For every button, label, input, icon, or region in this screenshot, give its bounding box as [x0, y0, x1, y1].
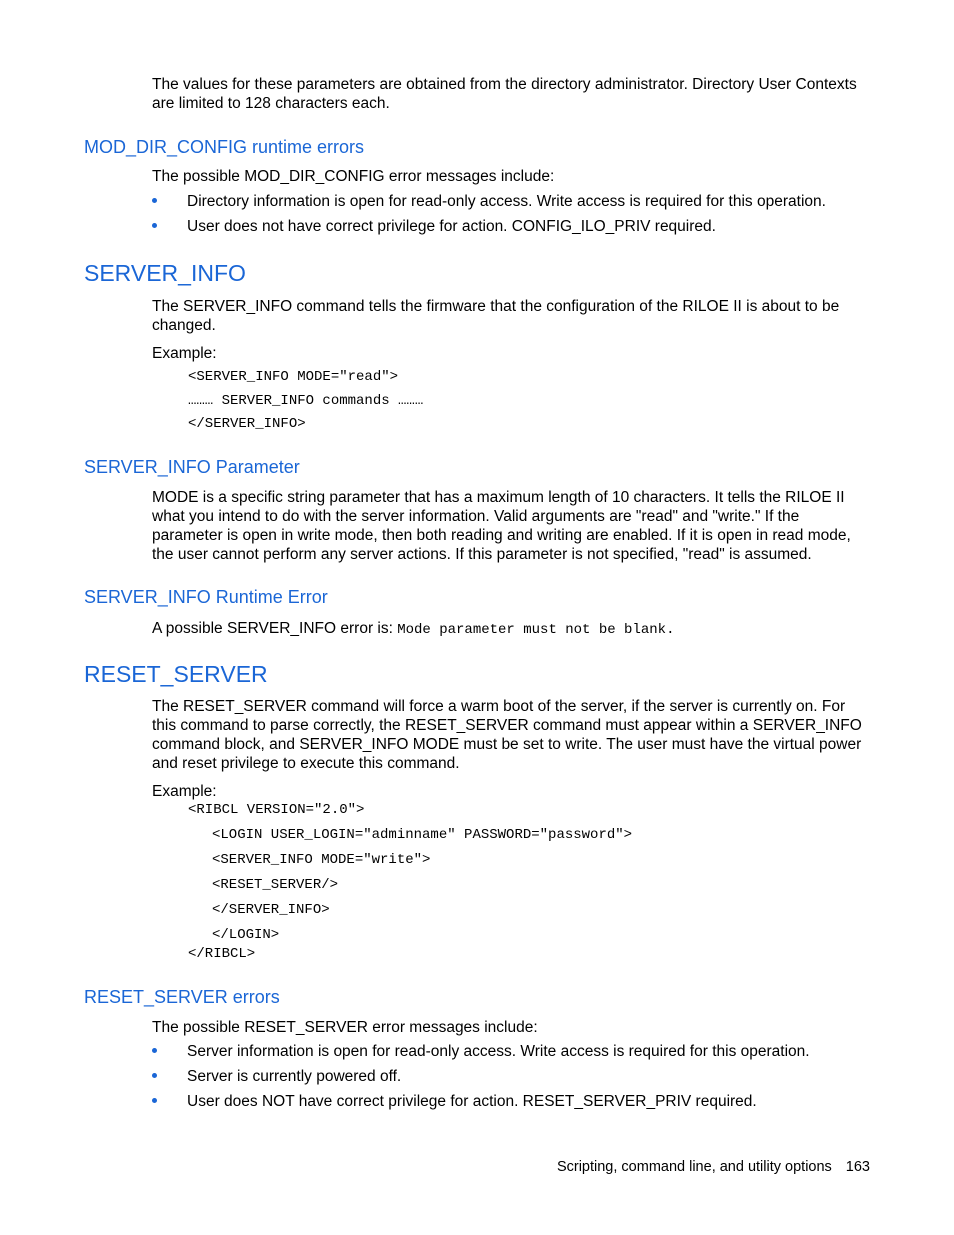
page-footer	[557, 1158, 870, 1176]
list-item-text: Server information is open for read-only access. Write access is required for this operation.	[187, 1043, 810, 1060]
mod-dir-errors-lead: The possible MOD_DIR_CONFIG error messages include:	[152, 168, 555, 185]
code-line: ……… SERVER_INFO commands ………	[188, 393, 424, 409]
code-line: </LOGIN>	[212, 927, 280, 943]
code-line: </SERVER_INFO>	[212, 902, 330, 918]
heading-mod-dir-config-errors: MOD_DIR_CONFIG runtime errors	[84, 137, 365, 157]
heading-reset-server-errors: RESET_SERVER errors	[84, 987, 280, 1007]
server-info-error-text	[152, 619, 872, 640]
code-line: </SERVER_INFO>	[188, 416, 306, 432]
bullet-icon	[152, 1073, 157, 1078]
server-info-example-label: Example:	[152, 345, 217, 362]
code-line: <RIBCL VERSION="2.0">	[188, 802, 365, 818]
heading-server-info: SERVER_INFO	[84, 260, 246, 286]
server-info-description: The SERVER_INFO command tells the firmware that the configuration of the RILOE II is about to be changed.	[152, 298, 840, 334]
bullet-icon	[152, 1048, 157, 1053]
heading-server-info-parameter: SERVER_INFO Parameter	[84, 457, 300, 477]
bullet-icon	[152, 223, 157, 228]
code-line: <LOGIN USER_LOGIN="adminname" PASSWORD="password">	[212, 827, 633, 843]
list-item-text: User does not have correct privilege for action. CONFIG_ILO_PRIV required.	[187, 218, 716, 235]
page-number: 163	[845, 1159, 870, 1175]
code-line: <RESET_SERVER/>	[212, 877, 339, 893]
list-item-text: Directory information is open for read-only access. Write access is required for this operation.	[187, 193, 826, 210]
heading-reset-server: RESET_SERVER	[84, 661, 268, 687]
list-item-text: User does NOT have correct privilege for action. RESET_SERVER_PRIV required.	[187, 1093, 757, 1110]
server-info-error-lead: A possible SERVER_INFO error is:	[152, 620, 398, 637]
code-line: <SERVER_INFO MODE="read">	[188, 369, 399, 385]
bullet-icon	[152, 1098, 157, 1103]
list-item-text: Server is currently powered off.	[187, 1068, 402, 1085]
server-info-parameter-text: MODE is a specific string parameter that has a maximum length of 10 characters. It tells the RILOE II what you intend to do with the server information. Valid arguments are "read" and "write." If the parameter is open in write mode, then both reading and writing are enabled. If it is open in read mode, the user cannot perform any server actions. If this parameter is not specified, "read" is assumed.	[152, 489, 851, 563]
reset-server-description: The RESET_SERVER command will force a warm boot of the server, if the server is currently on. For this command to parse correctly, the RESET_SERVER command must appear within a SERVER_INFO command block, and SERVER_INFO MODE must be set to write. The user must have the virtual power and reset privilege to execute this command.	[152, 698, 862, 772]
code-line: </RIBCL>	[188, 946, 256, 962]
heading-server-info-runtime-error: SERVER_INFO Runtime Error	[84, 587, 328, 607]
footer-section-title: Scripting, command line, and utility options	[556, 1159, 832, 1175]
server-info-error-code: Mode parameter must not be blank.	[397, 622, 675, 638]
intro-paragraph: The values for these parameters are obtained from the directory administrator. Directory User Contexts are limited to 128 characters each.	[152, 76, 857, 112]
code-line: <SERVER_INFO MODE="write">	[212, 852, 431, 868]
bullet-icon	[152, 198, 157, 203]
reset-server-example-label: Example:	[152, 783, 217, 800]
reset-errors-lead: The possible RESET_SERVER error messages include:	[152, 1019, 538, 1036]
